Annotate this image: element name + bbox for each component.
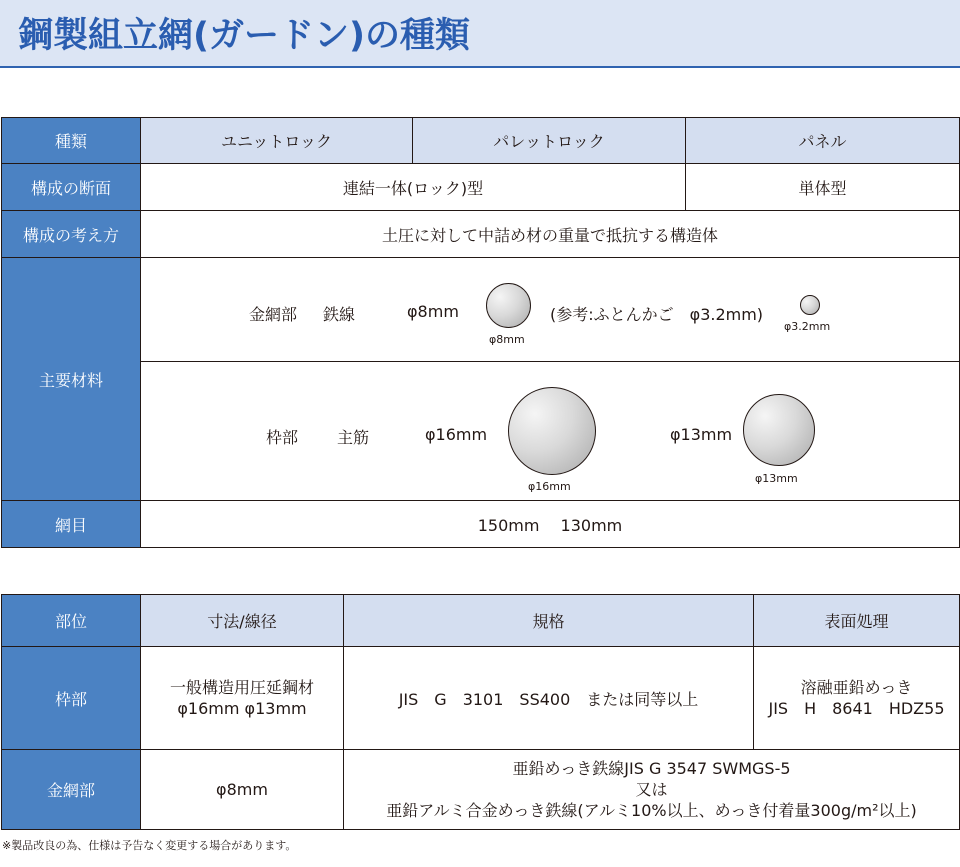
frame-diameter-13-caption: φ13mm [755, 472, 798, 485]
header-spec: 規格 [344, 595, 754, 647]
table-row [2, 211, 960, 258]
frame-spec: JIS G 3101 SS400 または同等以上 [344, 647, 754, 750]
table-row [2, 164, 960, 211]
table-row [2, 258, 960, 362]
spec-table [1, 594, 960, 830]
footnote: ※製品改良の為、仕様は予告なく変更する場合があります。 [2, 839, 297, 852]
table-row [2, 362, 960, 501]
page-title: 鋼製組立網(ガードン)の種類 [18, 16, 470, 56]
header-size: 寸法/線径 [141, 595, 344, 647]
reference-text: (参考:ふとんかご φ3.2mm) [550, 305, 764, 324]
table-row [2, 501, 960, 548]
wire-3-2mm-circle [800, 295, 820, 315]
frame-diameter-16: φ16mm [425, 425, 488, 444]
col-unit-lock: ユニットロック [141, 118, 413, 164]
material-frame-cell [141, 362, 960, 501]
frame-main-label: 主筋 [337, 428, 370, 447]
table-row [2, 118, 960, 164]
mesh-spec-cell [344, 750, 960, 830]
frame-size-cell [141, 647, 344, 750]
material-mesh-cell [141, 258, 960, 362]
row-label-kind: 種類 [2, 118, 141, 164]
frame-diameter-16-caption: φ16mm [528, 480, 571, 493]
col-panel: パネル [686, 118, 960, 164]
wire-8mm-circle [486, 283, 531, 328]
bar-16mm-circle [508, 387, 596, 475]
concept-value: 土圧に対して中詰め材の重量で抵抗する構造体 [141, 211, 960, 258]
row-label-material: 主要材料 [2, 258, 141, 501]
frame-size-line1: 一般構造用圧延鋼材 [169, 678, 314, 697]
mesh-spec-line2: 又は [635, 780, 668, 799]
header-surface: 表面処理 [754, 595, 960, 647]
frame-size-line2: φ16mm φ13mm [177, 699, 307, 718]
mesh-diameter-caption: φ8mm [489, 333, 525, 346]
col-pallet-lock: パレットロック [413, 118, 686, 164]
frame-surface-line2: JIS H 8641 HDZ55 [768, 699, 945, 718]
mesh-spec-line3: 亜鉛アルミ合金めっき鉄線(アルミ10%以上、めっき付着量300g/m²以上) [386, 801, 917, 820]
mesh-wire-label: 鉄線 [323, 305, 356, 324]
mesh-diameter: φ8mm [407, 302, 459, 321]
section-panel: 単体型 [686, 164, 960, 211]
frame-diameter-13: φ13mm [670, 425, 733, 444]
header-part: 部位 [2, 595, 141, 647]
row-label-concept: 構成の考え方 [2, 211, 141, 258]
type-table [1, 117, 960, 548]
row-label-mesh: 網目 [2, 501, 141, 548]
reference-caption: φ3.2mm [784, 320, 831, 333]
bar-13mm-circle [743, 394, 815, 466]
table-row [2, 647, 960, 750]
section-lock: 連結一体(ロック)型 [141, 164, 686, 211]
table-row [2, 750, 960, 830]
table-row [2, 595, 960, 647]
frame-surface-cell [754, 647, 960, 750]
frame-part-label: 枠部 [266, 428, 299, 447]
mesh-size-value: 150mm 130mm [141, 501, 960, 548]
title-bar [0, 0, 960, 68]
mesh-part-label: 金網部 [249, 305, 298, 324]
row-label-frame: 枠部 [2, 647, 141, 750]
frame-surface-line1: 溶融亜鉛めっき [800, 678, 913, 697]
row-label-section: 構成の断面 [2, 164, 141, 211]
row-label-mesh-part: 金網部 [2, 750, 141, 830]
mesh-size: φ8mm [141, 750, 344, 830]
mesh-spec-line1: 亜鉛めっき鉄線JIS G 3547 SWMGS-5 [512, 759, 791, 778]
